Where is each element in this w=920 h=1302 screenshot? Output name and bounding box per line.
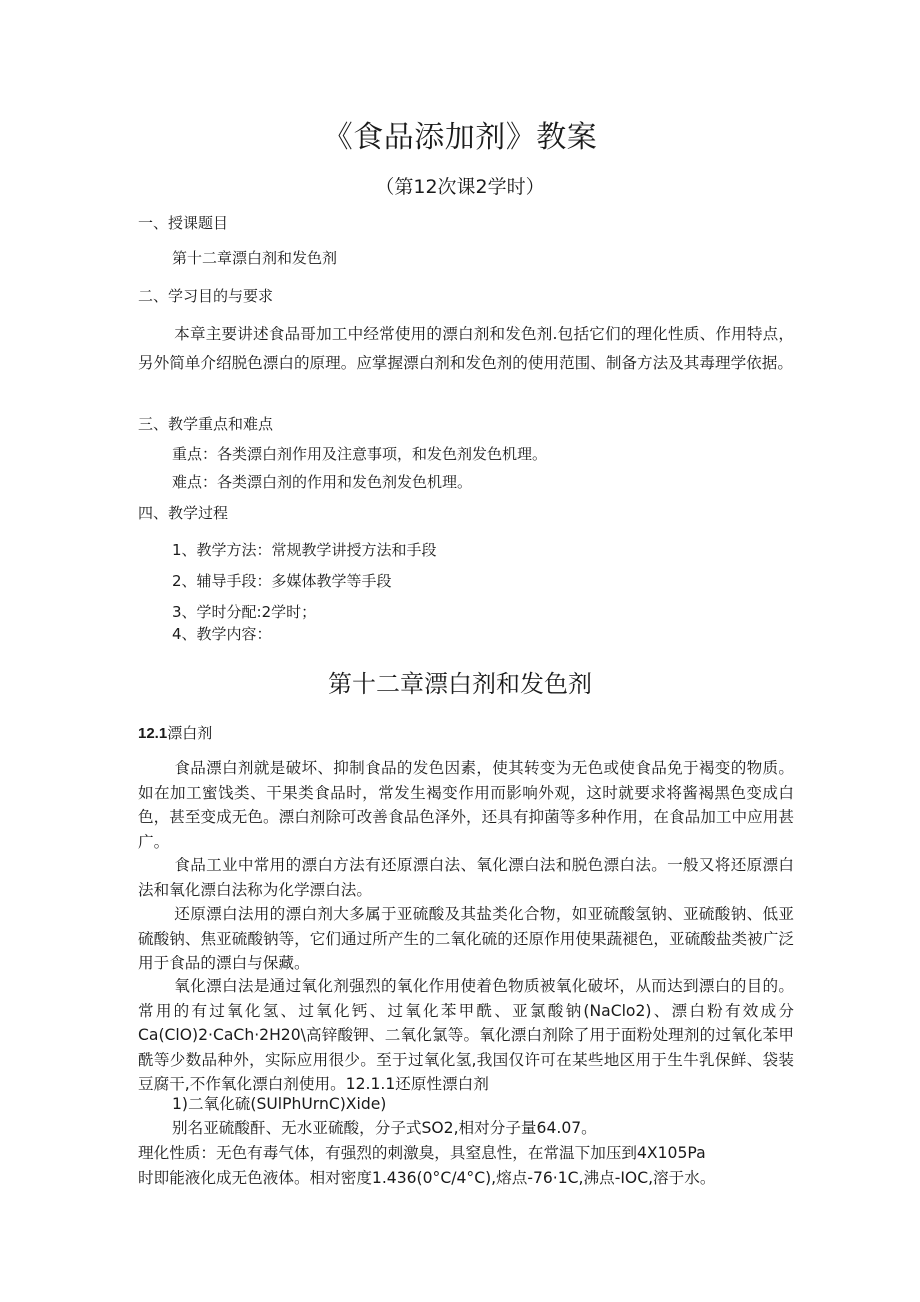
body-paragraph-text: 氧化漂白法是通过氧化剂强烈的氧化作用使着色物质被氧化破坏，从而达到漂白的目的。常用的有过氧化氢、过氧化钙、过氧化苯甲酰、亚氯酸钠(NaClo2)、漂白粉有效成分Ca(ClO)2·CaCh·2H20\高锌酸钾、二氧化氯等。氧化漂白剂除了用于面粉处理剂的过氧化苯甲酰等少数品种外，实际应用很少。至于过氧化氢,我国仅许可在某些地区用于生牛乳保鲜、袋装豆腐干,不作氧化漂白剂使用。12.1.1还原性漂白剂	[138, 977, 794, 1093]
section-heading-2: 二、学习目的与要求	[138, 287, 274, 305]
section-number: 12.1	[138, 725, 168, 742]
process-item: 1、教学方法：常规教学讲授方法和手段	[172, 541, 437, 559]
body-paragraph	[138, 902, 794, 976]
substance-alias: 别名亚硫酸酐、无水亚硫酸，分子式SO2,相对分子量64.07。	[172, 1119, 597, 1137]
course-topic: 第十二章漂白剂和发色剂	[172, 249, 338, 267]
section-heading-12-1	[138, 722, 212, 743]
substance-heading: 1)二氧化硫(SUlPhUrnC)Xide)	[172, 1095, 387, 1113]
document-subtitle: （第12次课2学时）	[375, 176, 545, 198]
section-heading-4: 四、教学过程	[138, 504, 229, 522]
body-paragraph-text: 食品工业中常用的漂白方法有还原漂白法、氧化漂白法和脱色漂白法。一般又将还原漂白法和氧化漂白法称为化学漂白法。	[138, 856, 794, 899]
key-points: 重点：各类漂白剂作用及注意事项，和发色剂发色机理。	[172, 445, 548, 463]
body-paragraph-text: 还原漂白法用的漂白剂大多属于亚硫酸及其盐类化合物，如亚硫酸氢钠、亚硫酸钠、低亚硫酸钠、焦亚硫酸钠等，它们通过所产生的二氧化硫的还原作用使果蔬褪色，亚硫酸盐类被广泛用于食品的漂白与保藏。	[138, 905, 794, 972]
body-paragraph-text: 食品漂白剂就是破坏、抑制食品的发色因素，使其转变为无色或使食品免于褐变的物质。如在加工蜜饯类、干果类食品时，常发生褐变作用而影响外观，这时就要求将酱褐黑色变成白色，甚至变成无色。漂白剂除可改善食品色泽外，还具有抑菌等多种作用，在食品加工中应用甚广。	[138, 759, 794, 851]
document-title: 《食品添加剂》教案	[322, 120, 598, 155]
section-heading-1: 一、授课题目	[138, 214, 229, 232]
body-paragraph	[138, 853, 794, 902]
properties-line: 时即能液化成无色液体。相对密度1.436(0°C/4°C),熔点-76·1C,沸点-IOC,溶于水。	[138, 1169, 716, 1187]
difficult-points: 难点：各类漂白剂的作用和发色剂发色机理。	[172, 473, 473, 491]
body-paragraph	[138, 974, 794, 1097]
body-paragraph	[138, 756, 794, 854]
section-title: 漂白剂	[167, 724, 213, 742]
objectives-paragraph	[138, 320, 794, 378]
process-item: 2、辅导手段：多媒体教学等手段	[172, 572, 392, 590]
process-item: 3、学时分配:2学时；	[172, 603, 317, 621]
section-heading-3: 三、教学重点和难点	[138, 415, 274, 433]
properties-line: 理化性质：无色有毒气体，有强烈的刺激臭，具窒息性，在常温下加压到4X105Pa	[138, 1144, 706, 1162]
objectives-text: 本章主要讲述食品哥加工中经常使用的漂白剂和发色剂.包括它们的理化性质、作用特点，另外简单介绍脱色漂白的原理。应掌握漂白剂和发色剂的使用范围、制备方法及其毒理学依据。	[138, 325, 794, 372]
process-item: 4、教学内容：	[172, 625, 272, 643]
chapter-title: 第十二章漂白剂和发色剂	[328, 670, 592, 698]
